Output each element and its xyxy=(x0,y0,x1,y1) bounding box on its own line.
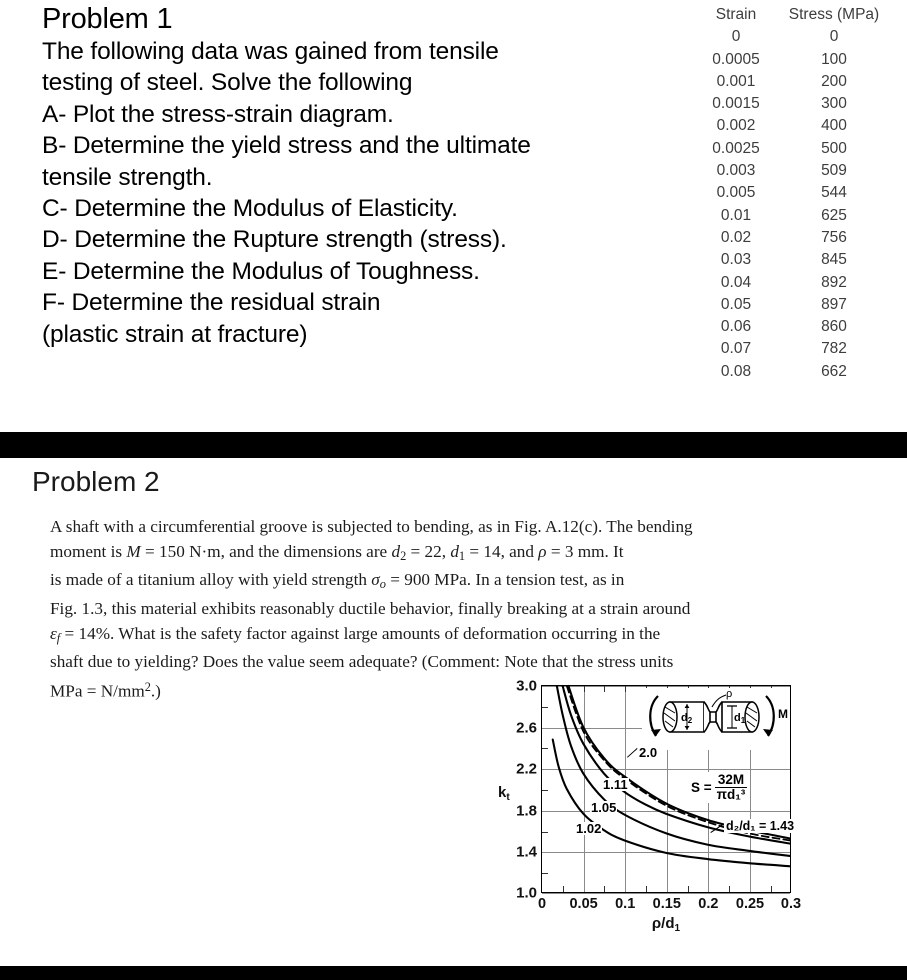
problem-1-line: testing of steel. Solve the following xyxy=(42,69,413,97)
table-row xyxy=(694,316,890,338)
table-row xyxy=(694,205,890,227)
cell-strain: 0.005 xyxy=(716,184,756,202)
cell-stress: 400 xyxy=(821,117,847,135)
cell-stress: 0 xyxy=(829,28,839,46)
cell-strain: 0.002 xyxy=(716,117,756,135)
curve-1-02 xyxy=(553,740,790,867)
paragraph-line-4: Fig. 1.3, this material exhibits reasonably ductile behavior, finally breaking at a strain around xyxy=(50,598,691,618)
x-tick-label: 0 xyxy=(537,896,547,912)
y-tick-label: 1.0 xyxy=(516,884,537,902)
cell-stress: 782 xyxy=(821,340,847,358)
cell-stress: 860 xyxy=(821,318,847,336)
table-row xyxy=(694,160,890,182)
table-row xyxy=(694,182,890,204)
table-row xyxy=(694,294,890,316)
cell-stress: 100 xyxy=(821,50,847,68)
paragraph-line-5: $\varepsilon_f = 14\%$. What is the safety factor against large amounts of deformation occurring in the xyxy=(50,623,661,645)
black-separator-bar-top xyxy=(0,432,907,458)
table-row xyxy=(694,272,890,294)
y-axis-title: $k_t$ xyxy=(498,784,510,803)
gridline-horizontal xyxy=(516,884,790,902)
problem-1-line: B- Determine the yield stress and the ultimate xyxy=(42,132,531,160)
cell-strain: 0 xyxy=(731,28,741,46)
paragraph-line-1: A shaft with a circumferential groove is subjected to bending, as in Fig. A.12(c). The bending xyxy=(50,517,693,536)
table-row xyxy=(694,49,890,71)
x-tick-label: 0.15 xyxy=(652,896,681,912)
paragraph-line-7: MPa = $N/mm^2$.) xyxy=(50,679,161,701)
problem-1-title: Problem 1 xyxy=(42,3,173,35)
problem-1-line: A- Plot the stress-strain diagram. xyxy=(42,100,394,128)
cell-stress: 845 xyxy=(821,251,847,269)
cell-stress: 625 xyxy=(821,206,847,224)
stress-formula-annotation xyxy=(688,772,750,803)
cell-stress: 897 xyxy=(821,295,847,313)
table-row xyxy=(694,138,890,160)
cell-stress: 200 xyxy=(821,72,847,90)
y-tick-label: 2.2 xyxy=(516,760,537,778)
cell-strain: 0.08 xyxy=(720,362,752,380)
table-header-row xyxy=(694,4,890,26)
problem-1-line: (plastic strain at fracture) xyxy=(42,320,308,348)
formula-fraction xyxy=(715,773,748,802)
cell-strain: 0.0005 xyxy=(712,50,760,68)
paragraph-line-2: moment is M = 150 N·m, and the dimensions are $d_2 = 22$, $d_1 = 14$, and ρ = 3 mm. It xyxy=(50,541,624,563)
curve-label-1-11: 1.11 xyxy=(603,777,628,792)
table-row xyxy=(694,71,890,93)
table-row xyxy=(694,26,890,48)
problem-1-line: The following data was gained from tensile xyxy=(42,38,499,65)
problem-2-section xyxy=(0,458,907,966)
chart-plot-area xyxy=(516,677,802,912)
problem-1-line: D- Determine the Rupture strength (stress). xyxy=(42,226,507,254)
table-row xyxy=(694,227,890,249)
cell-strain: 0.05 xyxy=(720,295,752,313)
formula-numerator: 32M xyxy=(717,772,745,787)
formula-denominator: πd₁³ xyxy=(716,787,746,803)
shaft-svg xyxy=(642,688,790,750)
cell-stress: 500 xyxy=(821,139,847,157)
inset-label-M: M xyxy=(778,707,788,721)
x-tick-label: 0.2 xyxy=(698,896,719,912)
cell-stress: 509 xyxy=(821,162,847,180)
gridline-vertical xyxy=(780,686,802,912)
cell-strain: 0.03 xyxy=(720,251,752,269)
cell-strain: 0.06 xyxy=(720,318,752,336)
y-tick-label: 3.0 xyxy=(516,677,537,695)
inset-label-rho: ρ xyxy=(726,688,733,700)
x-tick-label: 0.25 xyxy=(735,896,765,912)
y-tick-label: 2.6 xyxy=(516,719,537,737)
x-axis-title: $\rho/d_1$ xyxy=(651,915,681,934)
table-row xyxy=(694,93,890,115)
grooved-shaft-inset-diagram xyxy=(642,688,790,750)
problem-1-line: tensile strength. xyxy=(42,163,213,191)
table-body xyxy=(694,26,890,383)
cell-stress: 544 xyxy=(821,184,847,202)
diameter-ratio-annotation: d₂/d₁ = 1.43 xyxy=(726,819,795,833)
cell-stress: 756 xyxy=(821,228,847,246)
table-row xyxy=(694,249,890,271)
cell-strain: 0.04 xyxy=(720,273,752,291)
column-header-stress: Stress (MPa) xyxy=(788,6,880,23)
table-row xyxy=(694,361,890,383)
formula-lead: S = xyxy=(691,779,712,795)
cell-strain: 0.02 xyxy=(720,228,752,246)
curve-label-1-02: 1.02 xyxy=(576,821,602,836)
curve-label-1-05: 1.05 xyxy=(591,800,617,815)
table-row xyxy=(694,115,890,137)
inset-label-d2: d2 xyxy=(681,712,693,725)
cell-strain: 0.0025 xyxy=(712,139,760,157)
paragraph-line-3: is made of a titanium alloy with yield strength $\sigma_o = 900$ MPa. In a tension test, as in xyxy=(50,570,625,592)
cell-strain: 0.01 xyxy=(720,206,752,224)
strain-stress-data-table xyxy=(694,4,890,383)
y-tick-label: 1.8 xyxy=(516,802,537,820)
curve-label-2-0: 2.0 xyxy=(639,745,658,760)
problem-2-title: Problem 2 xyxy=(32,466,160,497)
cell-strain: 0.001 xyxy=(716,72,756,90)
y-tick-label: 1.4 xyxy=(516,843,537,861)
problem-1-line: E- Determine the Modulus of Toughness. xyxy=(42,257,480,285)
inset-label-d1: d1 xyxy=(734,712,746,725)
cell-stress: 300 xyxy=(821,95,847,113)
stress-concentration-chart xyxy=(496,676,816,938)
cell-strain: 0.07 xyxy=(720,340,752,358)
cell-stress: 662 xyxy=(821,362,847,380)
paragraph-line-6: shaft due to yielding? Does the value seem adequate? (Comment: Note that the stress units xyxy=(50,652,674,672)
problem-1-line: C- Determine the Modulus of Elasticity. xyxy=(42,195,458,223)
x-tick-label: 0.05 xyxy=(569,896,598,912)
problem-1-text-column xyxy=(42,2,682,350)
cell-strain: 0.0015 xyxy=(712,95,760,113)
cell-strain: 0.003 xyxy=(716,162,756,180)
table-row xyxy=(694,338,890,360)
callout-leader-line xyxy=(627,748,637,757)
x-tick-label: 0.1 xyxy=(615,896,636,912)
problem-1-section xyxy=(0,0,907,432)
problem-1-line: F- Determine the residual strain xyxy=(42,289,381,317)
x-tick-label: 0.3 xyxy=(780,896,802,912)
column-header-strain: Strain xyxy=(715,6,757,23)
black-separator-bar-bottom xyxy=(0,966,907,980)
cell-stress: 892 xyxy=(821,273,847,291)
